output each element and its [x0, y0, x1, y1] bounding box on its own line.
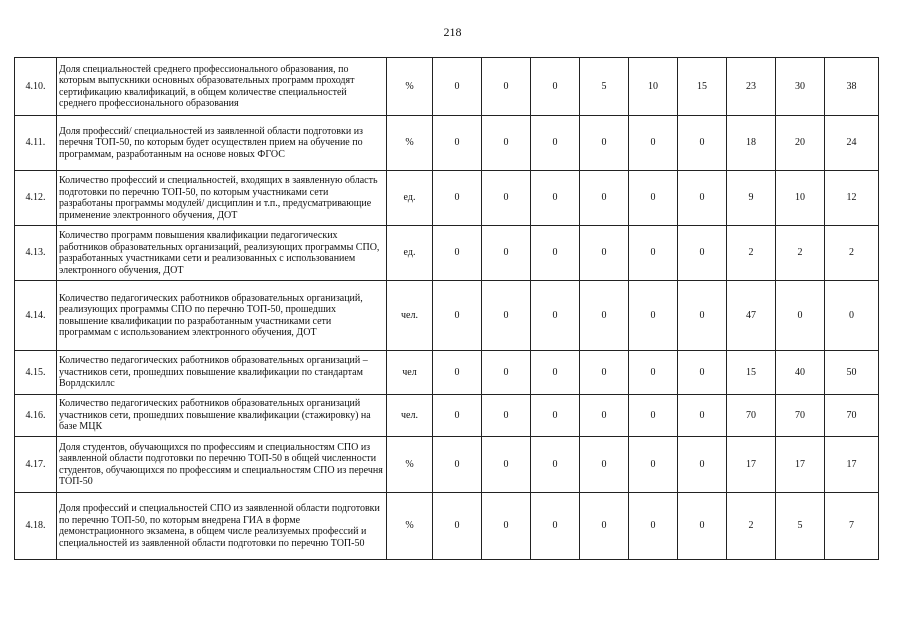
value-cell: 0	[531, 281, 580, 351]
value-cell: 70	[776, 395, 825, 437]
value-cell: 0	[433, 116, 482, 171]
value-cell: 2	[727, 226, 776, 281]
unit-cell: ед.	[387, 171, 433, 226]
value-cell: 0	[678, 281, 727, 351]
value-cell: 0	[482, 351, 531, 395]
value-cell: 70	[825, 395, 879, 437]
value-cell: 0	[531, 116, 580, 171]
value-cell: 0	[433, 351, 482, 395]
value-cell: 0	[433, 395, 482, 437]
indicator-description: Доля студентов, обучающихся по профессиям и специальностям СПО из заявленной области подготовки по перечню ТОП-50 в общей численности студентов, обучающихся по профессиям и специальностям СПО из перечня ТОП-50	[57, 437, 387, 493]
value-cell: 0	[482, 116, 531, 171]
value-cell: 2	[825, 226, 879, 281]
value-cell: 0	[482, 493, 531, 560]
value-cell: 0	[678, 351, 727, 395]
value-cell: 17	[825, 437, 879, 493]
value-cell: 0	[531, 58, 580, 116]
indicators-table	[14, 57, 879, 560]
indicator-description: Количество профессий и специальностей, входящих в заявленную область подготовки по перечню ТОП-50, по которым участниками сети разработаны программы модулей/ дисциплин и т.п., предусматривающие применение электронного обучения, ДОТ	[57, 171, 387, 226]
table-row	[15, 437, 879, 493]
value-cell: 0	[629, 281, 678, 351]
unit-cell: ед.	[387, 226, 433, 281]
indicator-description: Количество педагогических работников образовательных организаций, реализующих программы СПО по перечню ТОП-50, прошедших повышение квалификации по разработанным участниками сети программам с использованием электронного обучения, ДОТ	[57, 281, 387, 351]
row-number: 4.15.	[15, 351, 57, 395]
value-cell: 0	[678, 171, 727, 226]
table-row	[15, 226, 879, 281]
row-number: 4.10.	[15, 58, 57, 116]
value-cell: 0	[433, 226, 482, 281]
value-cell: 20	[776, 116, 825, 171]
value-cell: 0	[629, 116, 678, 171]
row-number: 4.17.	[15, 437, 57, 493]
table-row	[15, 395, 879, 437]
row-number: 4.13.	[15, 226, 57, 281]
value-cell: 0	[825, 281, 879, 351]
page-number: 218	[443, 25, 462, 39]
value-cell: 7	[825, 493, 879, 560]
value-cell: 0	[482, 281, 531, 351]
table-row	[15, 493, 879, 560]
value-cell: 15	[727, 351, 776, 395]
indicator-description: Доля специальностей среднего профессионального образования, по которым выпускники основных образовательных программ проходят сертификацию квалификаций, в общем количестве специальностей среднего профессионального образования	[57, 58, 387, 116]
value-cell: 24	[825, 116, 879, 171]
value-cell: 0	[629, 493, 678, 560]
value-cell: 0	[482, 226, 531, 281]
value-cell: 0	[678, 116, 727, 171]
value-cell: 0	[433, 58, 482, 116]
value-cell: 0	[531, 351, 580, 395]
table-row	[15, 171, 879, 226]
row-number: 4.12.	[15, 171, 57, 226]
value-cell: 0	[433, 281, 482, 351]
value-cell: 38	[825, 58, 879, 116]
row-number: 4.14.	[15, 281, 57, 351]
value-cell: 0	[433, 493, 482, 560]
value-cell: 9	[727, 171, 776, 226]
value-cell: 10	[629, 58, 678, 116]
value-cell: 23	[727, 58, 776, 116]
table-row	[15, 281, 879, 351]
value-cell: 0	[531, 437, 580, 493]
value-cell: 2	[727, 493, 776, 560]
unit-cell: чел.	[387, 281, 433, 351]
value-cell: 0	[580, 116, 629, 171]
value-cell: 0	[678, 226, 727, 281]
value-cell: 0	[678, 437, 727, 493]
row-number: 4.11.	[15, 116, 57, 171]
value-cell: 0	[776, 281, 825, 351]
value-cell: 0	[580, 395, 629, 437]
value-cell: 50	[825, 351, 879, 395]
row-number: 4.18.	[15, 493, 57, 560]
value-cell: 0	[629, 437, 678, 493]
value-cell: 0	[531, 493, 580, 560]
value-cell: 18	[727, 116, 776, 171]
value-cell: 70	[727, 395, 776, 437]
table-row	[15, 351, 879, 395]
value-cell: 0	[678, 493, 727, 560]
value-cell: 0	[531, 395, 580, 437]
unit-cell: %	[387, 58, 433, 116]
value-cell: 0	[580, 351, 629, 395]
indicator-description: Доля профессий и специальностей СПО из заявленной области подготовки по перечню ТОП-50, по которым внедрена ГИА в форме демонстрационного экзамена, в общем числе реализуемых профессий и специальностей из заявленной области подготовки по перечню ТОП-50	[57, 493, 387, 560]
value-cell: 17	[727, 437, 776, 493]
value-cell: 47	[727, 281, 776, 351]
value-cell: 40	[776, 351, 825, 395]
unit-cell: %	[387, 116, 433, 171]
unit-cell: чел.	[387, 395, 433, 437]
unit-cell: %	[387, 493, 433, 560]
value-cell: 12	[825, 171, 879, 226]
value-cell: 0	[629, 351, 678, 395]
indicator-description: Количество педагогических работников образовательных организаций участников сети, прошедших повышение квалификации (стажировку) на базе МЦК	[57, 395, 387, 437]
value-cell: 0	[531, 226, 580, 281]
value-cell: 10	[776, 171, 825, 226]
value-cell: 30	[776, 58, 825, 116]
indicator-description: Количество педагогических работников образовательных организаций –участников сети, прошедших повышение квалификации по стандартам Ворлдскиллс	[57, 351, 387, 395]
value-cell: 0	[678, 395, 727, 437]
value-cell: 2	[776, 226, 825, 281]
row-number: 4.16.	[15, 395, 57, 437]
value-cell: 0	[629, 226, 678, 281]
indicator-description: Доля профессий/ специальностей из заявленной области подготовки из перечня ТОП-50, по которым будет осуществлен прием на обучение по программам, разработанным на основе новых ФГОС	[57, 116, 387, 171]
value-cell: 0	[531, 171, 580, 226]
value-cell: 15	[678, 58, 727, 116]
unit-cell: чел	[387, 351, 433, 395]
table-row	[15, 116, 879, 171]
value-cell: 0	[580, 171, 629, 226]
value-cell: 0	[629, 171, 678, 226]
table-body	[15, 58, 879, 560]
value-cell: 0	[433, 171, 482, 226]
value-cell: 0	[580, 281, 629, 351]
value-cell: 0	[629, 395, 678, 437]
table-row	[15, 58, 879, 116]
value-cell: 0	[482, 171, 531, 226]
value-cell: 0	[482, 395, 531, 437]
value-cell: 0	[580, 226, 629, 281]
value-cell: 0	[580, 493, 629, 560]
value-cell: 0	[482, 58, 531, 116]
value-cell: 0	[433, 437, 482, 493]
value-cell: 5	[580, 58, 629, 116]
indicator-description: Количество программ повышения квалификации педагогических работников образовательных организаций, реализующих программы СПО, разработанных участниками сети и реализованных с использованием электронного обучения, ДОТ	[57, 226, 387, 281]
unit-cell: %	[387, 437, 433, 493]
value-cell: 5	[776, 493, 825, 560]
value-cell: 0	[482, 437, 531, 493]
value-cell: 17	[776, 437, 825, 493]
value-cell: 0	[580, 437, 629, 493]
